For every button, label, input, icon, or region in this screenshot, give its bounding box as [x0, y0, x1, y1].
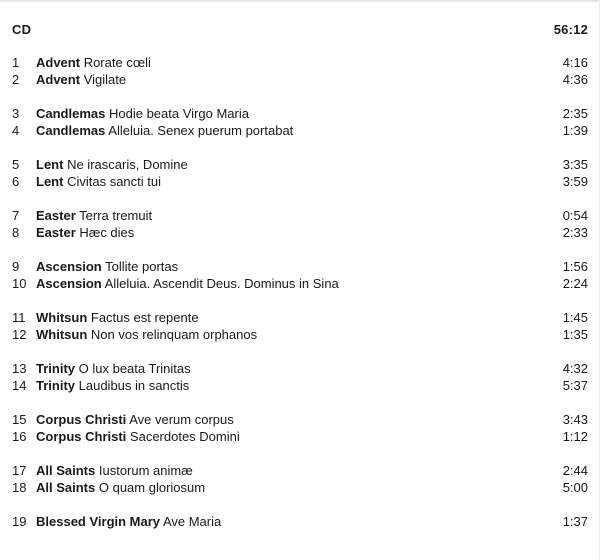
track-piece: Hodie beata Virgo Maria — [109, 106, 249, 121]
track-duration: 2:44 — [562, 463, 588, 478]
track-piece: O quam gloriosum — [98, 480, 206, 495]
track-number: 6 — [12, 174, 20, 189]
track-row[interactable] — [12, 156, 588, 173]
total-duration: 56:12 — [553, 21, 588, 37]
track-row[interactable] — [12, 173, 588, 190]
track-duration: 1:45 — [562, 310, 588, 325]
track-number: 5 — [12, 157, 20, 172]
track-feast: Candlemas — [36, 123, 106, 138]
track-piece: Vigilate — [83, 72, 127, 87]
track-piece: Rorate cœli — [83, 55, 151, 70]
track-feast: Advent — [36, 55, 81, 70]
feast-group — [12, 360, 588, 394]
track-number: 10 — [12, 276, 27, 291]
track-duration: 2:33 — [562, 225, 588, 240]
track-duration: 5:37 — [562, 378, 588, 393]
track-number: 14 — [12, 378, 27, 393]
track-feast: Lent — [36, 174, 64, 189]
track-row[interactable] — [12, 258, 588, 275]
feast-group — [12, 54, 588, 88]
track-feast: Trinity — [36, 378, 76, 393]
track-row[interactable] — [12, 224, 588, 241]
track-title — [36, 326, 548, 343]
track-duration: 4:36 — [562, 72, 588, 87]
track-title — [36, 207, 548, 224]
track-row[interactable] — [12, 326, 588, 343]
track-duration: 1:56 — [562, 259, 588, 274]
track-number: 9 — [12, 259, 20, 274]
track-title — [36, 275, 548, 292]
track-feast: Corpus Christi — [36, 412, 127, 427]
track-piece: Factus est repente — [90, 310, 199, 325]
track-feast: Ascension — [36, 259, 102, 274]
track-number: 18 — [12, 480, 27, 495]
track-title — [36, 224, 548, 241]
track-feast: All Saints — [36, 480, 96, 495]
track-row[interactable] — [12, 71, 588, 88]
track-duration: 1:35 — [562, 327, 588, 342]
track-piece: Sacerdotes Domini — [129, 429, 240, 444]
track-feast: Whitsun — [36, 310, 88, 325]
track-number: 19 — [12, 514, 27, 529]
track-title — [36, 105, 548, 122]
track-feast: Candlemas — [36, 106, 106, 121]
feast-group — [12, 258, 588, 292]
track-title — [36, 258, 548, 275]
track-duration: 3:35 — [562, 157, 588, 172]
track-duration: 5:00 — [562, 480, 588, 495]
track-duration: 3:59 — [562, 174, 588, 189]
track-number: 17 — [12, 463, 27, 478]
feast-group — [12, 105, 588, 139]
track-row[interactable] — [12, 309, 588, 326]
track-row[interactable] — [12, 428, 588, 445]
track-piece: Ave verum corpus — [129, 412, 234, 427]
track-title — [36, 513, 548, 530]
track-number: 8 — [12, 225, 20, 240]
track-duration: 2:35 — [562, 106, 588, 121]
track-piece: Non vos relinquam orphanos — [90, 327, 258, 342]
track-feast: All Saints — [36, 463, 96, 478]
disc-label: CD — [12, 21, 32, 37]
track-duration: 1:39 — [562, 123, 588, 138]
track-duration: 2:24 — [562, 276, 588, 291]
track-row[interactable] — [12, 275, 588, 292]
track-number: 16 — [12, 429, 27, 444]
track-row[interactable] — [12, 462, 588, 479]
track-row[interactable] — [12, 360, 588, 377]
feast-group — [12, 513, 588, 530]
track-duration: 3:43 — [562, 412, 588, 427]
track-row[interactable] — [12, 513, 588, 530]
track-row[interactable] — [12, 105, 588, 122]
track-feast: Trinity — [36, 361, 76, 376]
track-number: 15 — [12, 412, 27, 427]
track-row[interactable] — [12, 207, 588, 224]
track-duration: 4:32 — [562, 361, 588, 376]
track-feast: Advent — [36, 72, 81, 87]
track-title — [36, 479, 548, 496]
track-row[interactable] — [12, 54, 588, 71]
track-piece: Iustorum animæ — [98, 463, 193, 478]
track-piece: Terra tremuit — [79, 208, 153, 223]
track-title — [36, 122, 548, 139]
track-piece: Alleluia. Ascendit Deus. Dominus in Sina — [104, 276, 339, 291]
track-feast: Easter — [36, 208, 76, 223]
feast-group — [12, 309, 588, 343]
track-title — [36, 428, 548, 445]
track-title — [36, 360, 548, 377]
track-row[interactable] — [12, 479, 588, 496]
track-duration: 1:12 — [562, 429, 588, 444]
feast-group — [12, 207, 588, 241]
track-title — [36, 462, 548, 479]
track-piece: O lux beata Trinitas — [78, 361, 191, 376]
track-duration: 4:16 — [562, 55, 588, 70]
track-piece: Ne irascaris, Domine — [67, 157, 188, 172]
track-feast: Corpus Christi — [36, 429, 127, 444]
track-title — [36, 411, 548, 428]
tracklist-header — [12, 18, 588, 40]
track-duration: 0:54 — [562, 208, 588, 223]
track-feast: Lent — [36, 157, 64, 172]
tracklist — [12, 54, 588, 530]
feast-group — [12, 411, 588, 445]
track-piece: Laudibus in sanctis — [78, 378, 190, 393]
track-number: 3 — [12, 106, 20, 121]
feast-group — [12, 462, 588, 496]
track-title — [36, 377, 548, 394]
track-title — [36, 156, 548, 173]
track-number: 2 — [12, 72, 20, 87]
track-number: 4 — [12, 123, 20, 138]
track-feast: Blessed Virgin Mary — [36, 514, 161, 529]
track-title — [36, 309, 548, 326]
track-row[interactable] — [12, 377, 588, 394]
track-piece: Alleluia. Senex puerum portabat — [108, 123, 294, 138]
track-number: 13 — [12, 361, 27, 376]
track-duration: 1:37 — [562, 514, 588, 529]
track-title — [36, 54, 548, 71]
track-number: 1 — [12, 55, 20, 70]
track-piece: Tollite portas — [105, 259, 179, 274]
track-title — [36, 173, 548, 190]
track-title — [36, 71, 548, 88]
track-number: 7 — [12, 208, 20, 223]
track-number: 12 — [12, 327, 27, 342]
track-feast: Ascension — [36, 276, 102, 291]
track-piece: Civitas sancti tui — [67, 174, 161, 189]
track-row[interactable] — [12, 411, 588, 428]
track-feast: Whitsun — [36, 327, 88, 342]
track-row[interactable] — [12, 122, 588, 139]
track-number: 11 — [12, 310, 26, 325]
top-divider — [0, 0, 600, 2]
track-piece: Ave Maria — [162, 514, 222, 529]
track-feast: Easter — [36, 225, 76, 240]
feast-group — [12, 156, 588, 190]
track-piece: Hæc dies — [79, 225, 135, 240]
